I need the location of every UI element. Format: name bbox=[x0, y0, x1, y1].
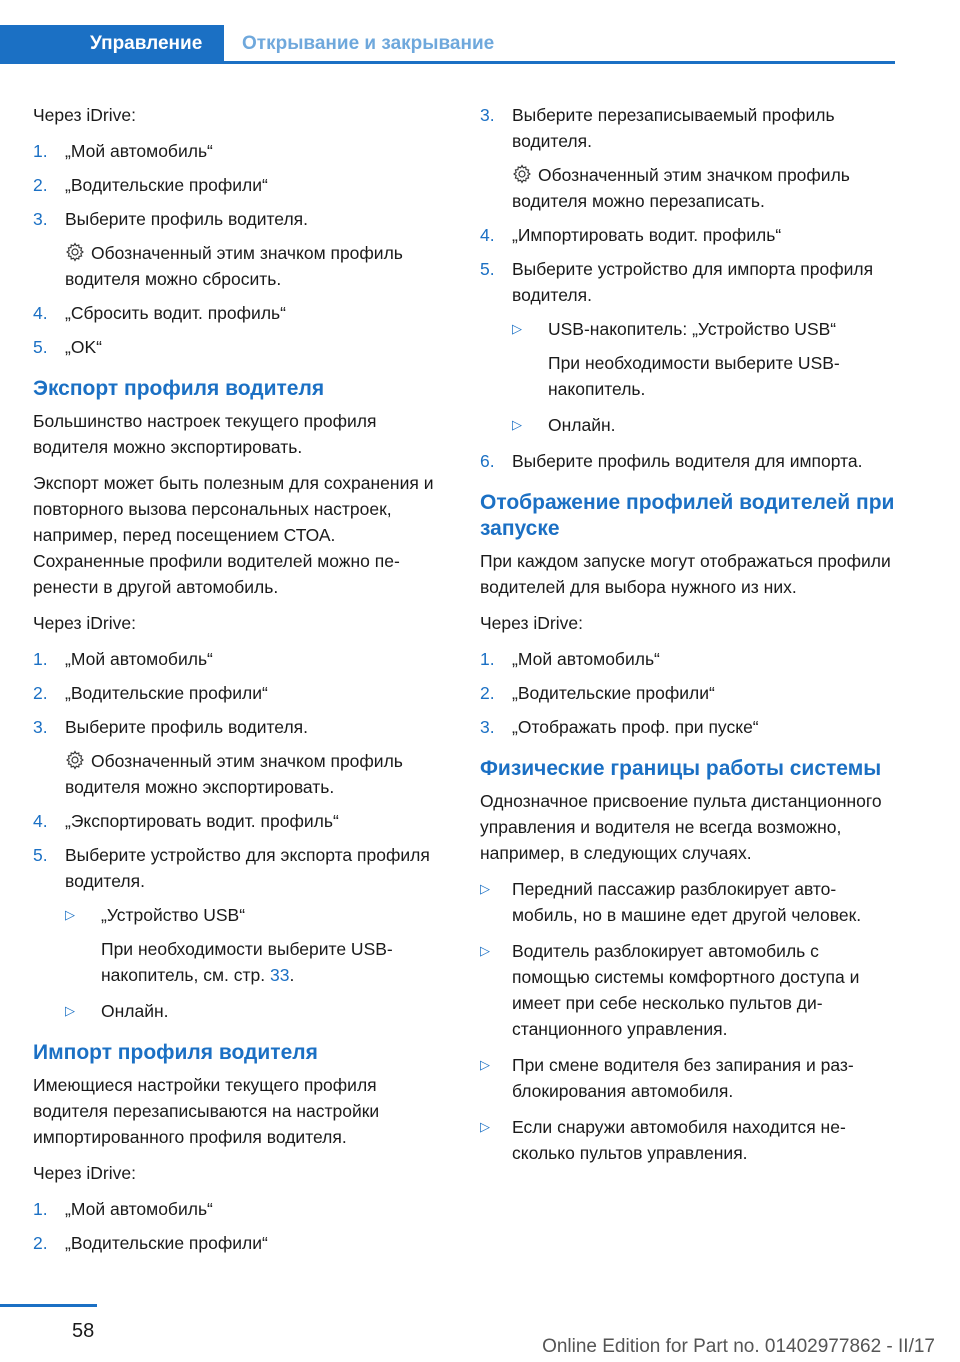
export-options-list bbox=[65, 902, 448, 1024]
list-item bbox=[33, 680, 448, 706]
list-item bbox=[33, 714, 448, 800]
step-number: 5. bbox=[33, 337, 48, 357]
step-text: „Мой автомобиль“ bbox=[65, 1199, 213, 1219]
step-number: 4. bbox=[33, 811, 48, 831]
list-item bbox=[480, 222, 895, 248]
import-options-list bbox=[512, 316, 895, 438]
triangle-right-icon: ▷ bbox=[512, 321, 522, 336]
gear-icon bbox=[65, 242, 85, 262]
header-tab-opening-closing: Открывание и закрывание bbox=[242, 33, 495, 54]
step-note bbox=[512, 162, 895, 214]
list-item bbox=[480, 1052, 895, 1104]
list-item bbox=[480, 876, 895, 928]
triangle-right-icon: ▷ bbox=[65, 907, 75, 922]
list-item bbox=[480, 1114, 895, 1166]
paragraph: При каждом запуске могут отображаться профили водителей для выбора нужного из них. bbox=[480, 551, 891, 597]
list-item bbox=[33, 334, 448, 360]
list-item bbox=[512, 412, 895, 438]
step-number: 1. bbox=[33, 649, 48, 669]
step-number: 1. bbox=[33, 141, 48, 161]
section-heading-startup: Отображение профилей водителей при запуске bbox=[480, 491, 895, 540]
step-note bbox=[65, 240, 448, 292]
gear-icon bbox=[512, 164, 532, 184]
startup-steps-list bbox=[480, 646, 895, 740]
step-text: „Мой автомобиль“ bbox=[512, 649, 660, 669]
list-item bbox=[65, 998, 448, 1024]
triangle-right-icon: ▷ bbox=[65, 1003, 75, 1018]
gear-icon bbox=[65, 750, 85, 770]
paragraph: Большинство настроек текущего профиля водителя можно экспортировать. bbox=[33, 411, 377, 457]
step-number: 2. bbox=[33, 683, 48, 703]
step-text: „OK“ bbox=[65, 337, 102, 357]
list-item bbox=[480, 938, 895, 1042]
step-number: 1. bbox=[33, 1199, 48, 1219]
import-steps-list bbox=[33, 1196, 448, 1256]
list-item bbox=[33, 842, 448, 1024]
note-text: Обозначенный этим значком профиль водителя можно экспортировать. bbox=[65, 751, 403, 797]
step-text: Выберите профиль водителя. bbox=[65, 209, 308, 229]
option-note: При необходимости выберите USB-накопитель. bbox=[548, 353, 840, 399]
paragraph: Имеющиеся настройки текущего профиля водителя перезаписываются на настройки импортированного профиля водителя. bbox=[33, 1075, 380, 1147]
step-text: „Отображать проф. при пуске“ bbox=[512, 717, 759, 737]
step-text: Выберите устройство для импорта профиля водителя. bbox=[512, 259, 874, 305]
page-number: 58 bbox=[72, 1320, 95, 1342]
list-item bbox=[33, 138, 448, 164]
step-number: 5. bbox=[480, 259, 495, 279]
triangle-right-icon: ▷ bbox=[480, 1119, 490, 1134]
list-item bbox=[33, 300, 448, 326]
step-text: Выберите профиль водителя. bbox=[65, 717, 308, 737]
step-number: 1. bbox=[480, 649, 495, 669]
paragraph: Экспорт может быть полезным для сохранения и повторного вызова персональных настроек, например, перед посещением СТОА. Сохраненные профили водителей можно перенести в другой автомобиль. bbox=[33, 473, 434, 597]
header-rule bbox=[0, 61, 895, 64]
item-text: При смене водителя без запирания и разблокирования автомобиля. bbox=[512, 1055, 854, 1101]
list-item bbox=[512, 316, 895, 402]
footer-edition: Online Edition for Part no. 01402977862 - II/17 bbox=[542, 1336, 935, 1357]
export-steps-list bbox=[33, 646, 448, 1024]
limits-list bbox=[480, 876, 895, 1166]
step-number: 4. bbox=[480, 225, 495, 245]
item-text: Передний пассажир разблокирует автомобиль, но в машине едет другой человек. bbox=[512, 879, 862, 925]
list-item bbox=[33, 172, 448, 198]
paragraph: Однозначное присвоение пульта дистанционного управления и водителя не всегда возможно, например, в следующих случаях. bbox=[480, 791, 882, 863]
step-number: 3. bbox=[480, 105, 495, 125]
list-item bbox=[480, 448, 895, 474]
step-number: 2. bbox=[480, 683, 495, 703]
list-item bbox=[480, 256, 895, 438]
triangle-right-icon: ▷ bbox=[480, 1057, 490, 1072]
step-text: Выберите перезаписываемый профиль водителя. bbox=[512, 105, 835, 151]
option-text: USB-накопитель: „Устройство USB“ bbox=[548, 319, 837, 339]
option-text: „Устройство USB“ bbox=[101, 905, 246, 925]
right-column bbox=[480, 102, 895, 1176]
triangle-right-icon: ▷ bbox=[480, 943, 490, 958]
step-number: 6. bbox=[480, 451, 495, 471]
list-item bbox=[480, 102, 895, 214]
note-text-end: . bbox=[289, 965, 295, 985]
list-item bbox=[33, 206, 448, 292]
list-item bbox=[33, 646, 448, 672]
step-number: 2. bbox=[33, 175, 48, 195]
step-text: Выберите устройство для экспорта профиля водителя. bbox=[65, 845, 430, 891]
step-number: 3. bbox=[33, 717, 48, 737]
option-note bbox=[101, 936, 448, 988]
intro-text: Через iDrive: bbox=[33, 1163, 136, 1183]
step-text: „Водительские профили“ bbox=[65, 1233, 268, 1253]
section-heading-export: Экспорт профиля водителя bbox=[33, 377, 325, 400]
step-text: „Водительские профили“ bbox=[65, 683, 268, 703]
note-text: При необходимости выберите USB-накопитель, см. стр. bbox=[101, 939, 393, 985]
step-number: 2. bbox=[33, 1233, 48, 1253]
step-text: „Экспортировать водит. профиль“ bbox=[65, 811, 339, 831]
step-text: „Мой автомобиль“ bbox=[65, 141, 213, 161]
note-text: Обозначенный этим значком профиль водителя можно сбросить. bbox=[65, 243, 403, 289]
option-text: Онлайн. bbox=[548, 415, 616, 435]
list-item bbox=[33, 808, 448, 834]
step-text: „Сбросить водит. профиль“ bbox=[65, 303, 286, 323]
triangle-right-icon: ▷ bbox=[480, 881, 490, 896]
item-text: Если снаружи автомобиля находится несколько пультов управления. bbox=[512, 1117, 846, 1163]
step-text: „Импортировать водит. профиль“ bbox=[512, 225, 782, 245]
list-item bbox=[480, 646, 895, 672]
list-item bbox=[480, 680, 895, 706]
note-text: Обозначенный этим значком профиль водителя можно перезаписать. bbox=[512, 165, 850, 211]
option-text: Онлайн. bbox=[101, 1001, 169, 1021]
intro-text: Через iDrive: bbox=[480, 613, 583, 633]
step-number: 3. bbox=[33, 209, 48, 229]
list-item bbox=[33, 1196, 448, 1222]
page-link[interactable]: 33 bbox=[269, 965, 290, 985]
page-header bbox=[0, 25, 494, 63]
left-column bbox=[33, 102, 448, 1266]
section-heading-import: Импорт профиля водителя bbox=[33, 1041, 318, 1064]
intro-text: Через iDrive: bbox=[33, 105, 136, 125]
step-text: „Водительские профили“ bbox=[512, 683, 715, 703]
triangle-right-icon: ▷ bbox=[512, 417, 522, 432]
step-number: 5. bbox=[33, 845, 48, 865]
step-number: 3. bbox=[480, 717, 495, 737]
list-item bbox=[480, 714, 895, 740]
intro-text: Через iDrive: bbox=[33, 613, 136, 633]
item-text: Водитель разблокирует автомобиль с помощью системы комфортного доступа и имеет при себе несколько пультов дистанционного управления. bbox=[512, 941, 860, 1039]
reset-steps-list bbox=[33, 138, 448, 360]
header-tab-controls: Управление bbox=[0, 25, 224, 63]
list-item bbox=[65, 902, 448, 988]
step-text: „Водительские профили“ bbox=[65, 175, 268, 195]
section-heading-limits: Физические границы работы системы bbox=[480, 757, 882, 780]
import-steps-continued bbox=[480, 102, 895, 474]
step-number: 4. bbox=[33, 303, 48, 323]
step-text: „Мой автомобиль“ bbox=[65, 649, 213, 669]
step-note bbox=[65, 748, 448, 800]
footer-rule bbox=[0, 1304, 97, 1307]
step-text: Выберите профиль водителя для импорта. bbox=[512, 451, 863, 471]
list-item bbox=[33, 1230, 448, 1256]
